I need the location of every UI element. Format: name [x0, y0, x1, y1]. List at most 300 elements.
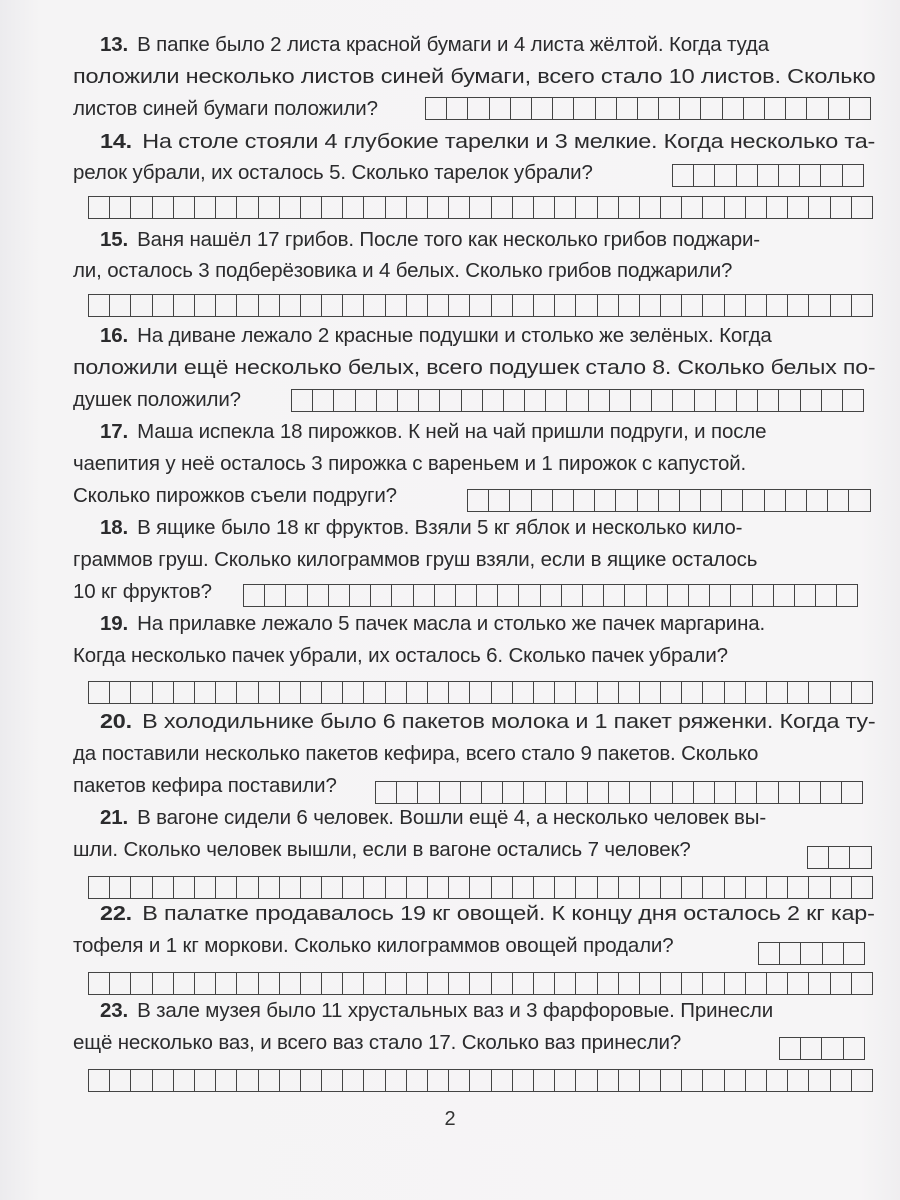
answer-cell[interactable] — [757, 782, 778, 803]
answer-cell[interactable] — [131, 877, 152, 898]
answer-cell[interactable] — [809, 877, 830, 898]
answer-cell[interactable] — [555, 295, 576, 316]
answer-cell[interactable] — [640, 1070, 661, 1091]
answer-cell[interactable] — [598, 295, 619, 316]
answer-cell[interactable] — [555, 1070, 576, 1091]
answer-cell[interactable] — [435, 585, 456, 606]
answer-cell[interactable] — [492, 197, 513, 218]
answer-cell[interactable] — [598, 973, 619, 994]
answer-cell[interactable] — [386, 877, 407, 898]
answer-cell[interactable] — [470, 295, 491, 316]
answer-cell[interactable] — [322, 197, 343, 218]
answer-cell[interactable] — [447, 98, 468, 119]
answer-cell[interactable] — [640, 197, 661, 218]
answer-cell[interactable] — [703, 973, 724, 994]
answer-cell[interactable] — [371, 585, 392, 606]
answer-cell[interactable] — [788, 1070, 809, 1091]
answer-cell[interactable] — [651, 782, 672, 803]
answer-cell[interactable] — [513, 682, 534, 703]
answer-cell[interactable] — [216, 1070, 237, 1091]
answer-cell[interactable] — [680, 98, 701, 119]
answer-box-row-task-14[interactable] — [88, 196, 873, 219]
answer-cell[interactable] — [828, 490, 849, 511]
answer-cell[interactable] — [553, 98, 574, 119]
answer-cell[interactable] — [722, 490, 743, 511]
answer-cell[interactable] — [174, 682, 195, 703]
answer-cell[interactable] — [765, 98, 786, 119]
answer-cell[interactable] — [800, 782, 821, 803]
answer-cell[interactable] — [534, 973, 555, 994]
answer-cell[interactable] — [364, 682, 385, 703]
answer-cell[interactable] — [767, 295, 788, 316]
answer-cell[interactable] — [809, 197, 830, 218]
answer-cell[interactable] — [534, 197, 555, 218]
answer-cell[interactable] — [598, 877, 619, 898]
answer-cell[interactable] — [852, 877, 873, 898]
answer-cell[interactable] — [216, 877, 237, 898]
answer-cell[interactable] — [519, 585, 540, 606]
answer-cell[interactable] — [492, 295, 513, 316]
answer-cell[interactable] — [779, 165, 800, 186]
answer-cell[interactable] — [428, 1070, 449, 1091]
answer-cell[interactable] — [598, 682, 619, 703]
answer-cell[interactable] — [489, 490, 510, 511]
answer-cell[interactable] — [280, 682, 301, 703]
answer-cell[interactable] — [725, 973, 746, 994]
answer-cell[interactable] — [470, 197, 491, 218]
answer-cell[interactable] — [759, 943, 780, 964]
answer-cell[interactable] — [831, 973, 852, 994]
answer-box-row-task-22[interactable] — [758, 942, 865, 965]
answer-cell[interactable] — [673, 165, 694, 186]
answer-cell[interactable] — [682, 877, 703, 898]
answer-cell[interactable] — [195, 197, 216, 218]
answer-cell[interactable] — [280, 973, 301, 994]
answer-cell[interactable] — [492, 1070, 513, 1091]
answer-cell[interactable] — [694, 782, 715, 803]
answer-cell[interactable] — [852, 197, 873, 218]
answer-cell[interactable] — [110, 973, 131, 994]
answer-cell[interactable] — [701, 98, 722, 119]
answer-box-row-task-19[interactable] — [88, 681, 873, 704]
answer-cell[interactable] — [801, 390, 822, 411]
answer-cell[interactable] — [746, 877, 767, 898]
answer-cell[interactable] — [576, 1070, 597, 1091]
answer-cell[interactable] — [131, 682, 152, 703]
answer-cell[interactable] — [449, 682, 470, 703]
answer-cell[interactable] — [343, 877, 364, 898]
answer-cell[interactable] — [843, 390, 864, 411]
answer-cell[interactable] — [774, 585, 795, 606]
answer-cell[interactable] — [807, 490, 828, 511]
answer-cell[interactable] — [567, 782, 588, 803]
answer-cell[interactable] — [616, 490, 637, 511]
answer-cell[interactable] — [174, 197, 195, 218]
answer-cell[interactable] — [795, 585, 816, 606]
answer-cell[interactable] — [301, 295, 322, 316]
answer-cell[interactable] — [329, 585, 350, 606]
answer-cell[interactable] — [801, 1038, 822, 1059]
answer-cell[interactable] — [640, 295, 661, 316]
answer-cell[interactable] — [397, 782, 418, 803]
answer-cell[interactable] — [638, 490, 659, 511]
answer-cell[interactable] — [668, 585, 689, 606]
answer-cell[interactable] — [286, 585, 307, 606]
answer-cell[interactable] — [174, 877, 195, 898]
answer-cell[interactable] — [386, 682, 407, 703]
answer-cell[interactable] — [259, 1070, 280, 1091]
answer-cell[interactable] — [788, 877, 809, 898]
answer-cell[interactable] — [647, 585, 668, 606]
answer-cell[interactable] — [131, 197, 152, 218]
answer-cell[interactable] — [850, 847, 871, 868]
answer-cell[interactable] — [788, 295, 809, 316]
answer-cell[interactable] — [216, 682, 237, 703]
answer-cell[interactable] — [426, 98, 447, 119]
answer-cell[interactable] — [659, 490, 680, 511]
answer-cell[interactable] — [364, 877, 385, 898]
answer-cell[interactable] — [356, 390, 377, 411]
answer-cell[interactable] — [753, 585, 774, 606]
answer-cell[interactable] — [364, 973, 385, 994]
answer-cell[interactable] — [456, 585, 477, 606]
answer-cell[interactable] — [407, 197, 428, 218]
answer-cell[interactable] — [821, 782, 842, 803]
answer-cell[interactable] — [350, 585, 371, 606]
answer-cell[interactable] — [301, 1070, 322, 1091]
answer-cell[interactable] — [195, 877, 216, 898]
answer-cell[interactable] — [673, 782, 694, 803]
answer-cell[interactable] — [525, 390, 546, 411]
answer-cell[interactable] — [725, 877, 746, 898]
answer-cell[interactable] — [511, 98, 532, 119]
answer-cell[interactable] — [174, 1070, 195, 1091]
answer-cell[interactable] — [216, 295, 237, 316]
answer-cell[interactable] — [576, 877, 597, 898]
answer-cell[interactable] — [440, 782, 461, 803]
answer-cell[interactable] — [265, 585, 286, 606]
answer-cell[interactable] — [343, 973, 364, 994]
answer-cell[interactable] — [725, 295, 746, 316]
answer-cell[interactable] — [364, 295, 385, 316]
answer-cell[interactable] — [555, 973, 576, 994]
answer-cell[interactable] — [619, 877, 640, 898]
answer-cell[interactable] — [821, 165, 842, 186]
answer-cell[interactable] — [631, 390, 652, 411]
answer-cell[interactable] — [746, 973, 767, 994]
answer-cell[interactable] — [492, 682, 513, 703]
answer-cell[interactable] — [153, 197, 174, 218]
answer-cell[interactable] — [640, 973, 661, 994]
answer-cell[interactable] — [779, 782, 800, 803]
answer-cell[interactable] — [541, 585, 562, 606]
answer-cell[interactable] — [301, 682, 322, 703]
answer-cell[interactable] — [428, 197, 449, 218]
answer-cell[interactable] — [110, 877, 131, 898]
answer-cell[interactable] — [619, 682, 640, 703]
answer-cell[interactable] — [576, 682, 597, 703]
answer-box-row-task-23[interactable] — [88, 1069, 873, 1092]
answer-cell[interactable] — [823, 943, 844, 964]
answer-cell[interactable] — [746, 295, 767, 316]
answer-box-row-task-14[interactable] — [672, 164, 864, 187]
answer-cell[interactable] — [407, 1070, 428, 1091]
answer-cell[interactable] — [695, 390, 716, 411]
answer-cell[interactable] — [555, 877, 576, 898]
answer-cell[interactable] — [831, 295, 852, 316]
answer-cell[interactable] — [780, 1038, 801, 1059]
answer-cell[interactable] — [619, 1070, 640, 1091]
answer-cell[interactable] — [174, 973, 195, 994]
answer-cell[interactable] — [767, 197, 788, 218]
answer-cell[interactable] — [837, 585, 858, 606]
answer-cell[interactable] — [767, 973, 788, 994]
answer-cell[interactable] — [682, 682, 703, 703]
answer-cell[interactable] — [661, 877, 682, 898]
answer-cell[interactable] — [513, 197, 534, 218]
answer-box-row-task-21[interactable] — [807, 846, 872, 869]
answer-cell[interactable] — [574, 490, 595, 511]
answer-cell[interactable] — [725, 682, 746, 703]
answer-cell[interactable] — [524, 782, 545, 803]
answer-cell[interactable] — [449, 877, 470, 898]
answer-cell[interactable] — [849, 490, 870, 511]
answer-cell[interactable] — [661, 973, 682, 994]
answer-cell[interactable] — [743, 490, 764, 511]
answer-cell[interactable] — [809, 295, 830, 316]
answer-cell[interactable] — [195, 1070, 216, 1091]
answer-cell[interactable] — [510, 490, 531, 511]
answer-cell[interactable] — [638, 98, 659, 119]
answer-cell[interactable] — [715, 165, 736, 186]
answer-box-row-task-20[interactable] — [375, 781, 863, 804]
answer-cell[interactable] — [576, 295, 597, 316]
answer-cell[interactable] — [301, 197, 322, 218]
answer-cell[interactable] — [576, 197, 597, 218]
answer-cell[interactable] — [555, 197, 576, 218]
answer-cell[interactable] — [407, 295, 428, 316]
answer-cell[interactable] — [850, 98, 871, 119]
answer-cell[interactable] — [630, 782, 651, 803]
answer-cell[interactable] — [619, 973, 640, 994]
answer-cell[interactable] — [440, 390, 461, 411]
answer-cell[interactable] — [313, 390, 334, 411]
answer-cell[interactable] — [831, 682, 852, 703]
answer-cell[interactable] — [532, 98, 553, 119]
answer-cell[interactable] — [322, 682, 343, 703]
answer-cell[interactable] — [682, 973, 703, 994]
answer-cell[interactable] — [195, 682, 216, 703]
answer-cell[interactable] — [737, 165, 758, 186]
answer-cell[interactable] — [852, 1070, 873, 1091]
answer-cell[interactable] — [414, 585, 435, 606]
answer-cell[interactable] — [153, 682, 174, 703]
answer-cell[interactable] — [89, 1070, 110, 1091]
answer-cell[interactable] — [470, 973, 491, 994]
answer-cell[interactable] — [237, 295, 258, 316]
answer-cell[interactable] — [237, 682, 258, 703]
answer-cell[interactable] — [131, 295, 152, 316]
answer-cell[interactable] — [244, 585, 265, 606]
answer-cell[interactable] — [195, 295, 216, 316]
answer-cell[interactable] — [153, 295, 174, 316]
answer-cell[interactable] — [280, 197, 301, 218]
answer-cell[interactable] — [710, 585, 731, 606]
answer-cell[interactable] — [801, 943, 822, 964]
answer-cell[interactable] — [534, 295, 555, 316]
answer-cell[interactable] — [386, 973, 407, 994]
answer-cell[interactable] — [343, 197, 364, 218]
answer-cell[interactable] — [461, 782, 482, 803]
answer-cell[interactable] — [343, 295, 364, 316]
answer-cell[interactable] — [468, 490, 489, 511]
answer-cell[interactable] — [852, 973, 873, 994]
answer-cell[interactable] — [237, 197, 258, 218]
answer-cell[interactable] — [449, 197, 470, 218]
answer-cell[interactable] — [661, 682, 682, 703]
answer-cell[interactable] — [831, 197, 852, 218]
answer-cell[interactable] — [576, 973, 597, 994]
answer-cell[interactable] — [131, 973, 152, 994]
answer-cell[interactable] — [110, 295, 131, 316]
answer-cell[interactable] — [308, 585, 329, 606]
answer-cell[interactable] — [386, 197, 407, 218]
answer-cell[interactable] — [589, 390, 610, 411]
answer-cell[interactable] — [89, 973, 110, 994]
answer-cell[interactable] — [398, 390, 419, 411]
answer-cell[interactable] — [292, 390, 313, 411]
answer-cell[interactable] — [482, 782, 503, 803]
answer-cell[interactable] — [555, 682, 576, 703]
answer-cell[interactable] — [596, 98, 617, 119]
answer-cell[interactable] — [807, 98, 828, 119]
answer-cell[interactable] — [610, 390, 631, 411]
answer-cell[interactable] — [259, 295, 280, 316]
answer-cell[interactable] — [703, 1070, 724, 1091]
answer-cell[interactable] — [694, 165, 715, 186]
answer-cell[interactable] — [786, 490, 807, 511]
answer-cell[interactable] — [532, 490, 553, 511]
answer-cell[interactable] — [428, 973, 449, 994]
answer-cell[interactable] — [419, 390, 440, 411]
answer-cell[interactable] — [800, 165, 821, 186]
answer-cell[interactable] — [842, 782, 863, 803]
answer-cell[interactable] — [598, 197, 619, 218]
answer-cell[interactable] — [343, 1070, 364, 1091]
answer-cell[interactable] — [737, 390, 758, 411]
answer-cell[interactable] — [322, 1070, 343, 1091]
answer-cell[interactable] — [392, 585, 413, 606]
answer-cell[interactable] — [829, 847, 850, 868]
answer-cell[interactable] — [852, 682, 873, 703]
answer-cell[interactable] — [758, 390, 779, 411]
answer-cell[interactable] — [809, 1070, 830, 1091]
answer-cell[interactable] — [534, 682, 555, 703]
answer-cell[interactable] — [682, 1070, 703, 1091]
answer-cell[interactable] — [609, 782, 630, 803]
answer-cell[interactable] — [301, 877, 322, 898]
answer-cell[interactable] — [744, 98, 765, 119]
answer-cell[interactable] — [449, 973, 470, 994]
answer-cell[interactable] — [673, 390, 694, 411]
answer-cell[interactable] — [237, 973, 258, 994]
answer-cell[interactable] — [765, 490, 786, 511]
answer-cell[interactable] — [110, 197, 131, 218]
answer-cell[interactable] — [786, 98, 807, 119]
answer-cell[interactable] — [492, 973, 513, 994]
answer-cell[interactable] — [407, 877, 428, 898]
answer-cell[interactable] — [715, 782, 736, 803]
answer-box-row-task-18[interactable] — [243, 584, 858, 607]
answer-cell[interactable] — [844, 1038, 865, 1059]
answer-box-row-task-22[interactable] — [88, 972, 873, 995]
answer-cell[interactable] — [731, 585, 752, 606]
answer-cell[interactable] — [259, 197, 280, 218]
answer-cell[interactable] — [788, 197, 809, 218]
answer-cell[interactable] — [153, 1070, 174, 1091]
answer-cell[interactable] — [407, 973, 428, 994]
answer-box-row-task-15[interactable] — [88, 294, 873, 317]
answer-cell[interactable] — [843, 165, 864, 186]
answer-cell[interactable] — [595, 490, 616, 511]
answer-cell[interactable] — [216, 973, 237, 994]
answer-cell[interactable] — [746, 682, 767, 703]
answer-cell[interactable] — [110, 1070, 131, 1091]
answer-cell[interactable] — [322, 973, 343, 994]
answer-cell[interactable] — [237, 877, 258, 898]
answer-cell[interactable] — [364, 1070, 385, 1091]
answer-cell[interactable] — [89, 197, 110, 218]
answer-box-row-task-17[interactable] — [467, 489, 871, 512]
answer-cell[interactable] — [619, 197, 640, 218]
answer-cell[interactable] — [567, 390, 588, 411]
answer-cell[interactable] — [619, 295, 640, 316]
answer-cell[interactable] — [725, 1070, 746, 1091]
answer-cell[interactable] — [703, 295, 724, 316]
answer-cell[interactable] — [546, 782, 567, 803]
answer-cell[interactable] — [534, 877, 555, 898]
answer-cell[interactable] — [322, 295, 343, 316]
answer-cell[interactable] — [553, 490, 574, 511]
answer-cell[interactable] — [513, 877, 534, 898]
answer-cell[interactable] — [703, 197, 724, 218]
answer-cell[interactable] — [767, 1070, 788, 1091]
answer-cell[interactable] — [767, 682, 788, 703]
answer-cell[interactable] — [703, 877, 724, 898]
answer-cell[interactable] — [89, 682, 110, 703]
answer-cell[interactable] — [470, 877, 491, 898]
answer-cell[interactable] — [89, 877, 110, 898]
answer-cell[interactable] — [588, 782, 609, 803]
answer-cell[interactable] — [809, 682, 830, 703]
answer-cell[interactable] — [640, 682, 661, 703]
answer-cell[interactable] — [852, 295, 873, 316]
answer-cell[interactable] — [504, 390, 525, 411]
answer-cell[interactable] — [829, 98, 850, 119]
answer-cell[interactable] — [174, 295, 195, 316]
answer-cell[interactable] — [280, 1070, 301, 1091]
answer-cell[interactable] — [334, 390, 355, 411]
answer-cell[interactable] — [377, 390, 398, 411]
answer-cell[interactable] — [195, 973, 216, 994]
answer-cell[interactable] — [659, 98, 680, 119]
answer-cell[interactable] — [758, 165, 779, 186]
answer-cell[interactable] — [407, 682, 428, 703]
answer-cell[interactable] — [477, 585, 498, 606]
answer-box-row-task-13[interactable] — [425, 97, 871, 120]
answer-cell[interactable] — [546, 390, 567, 411]
answer-cell[interactable] — [598, 1070, 619, 1091]
